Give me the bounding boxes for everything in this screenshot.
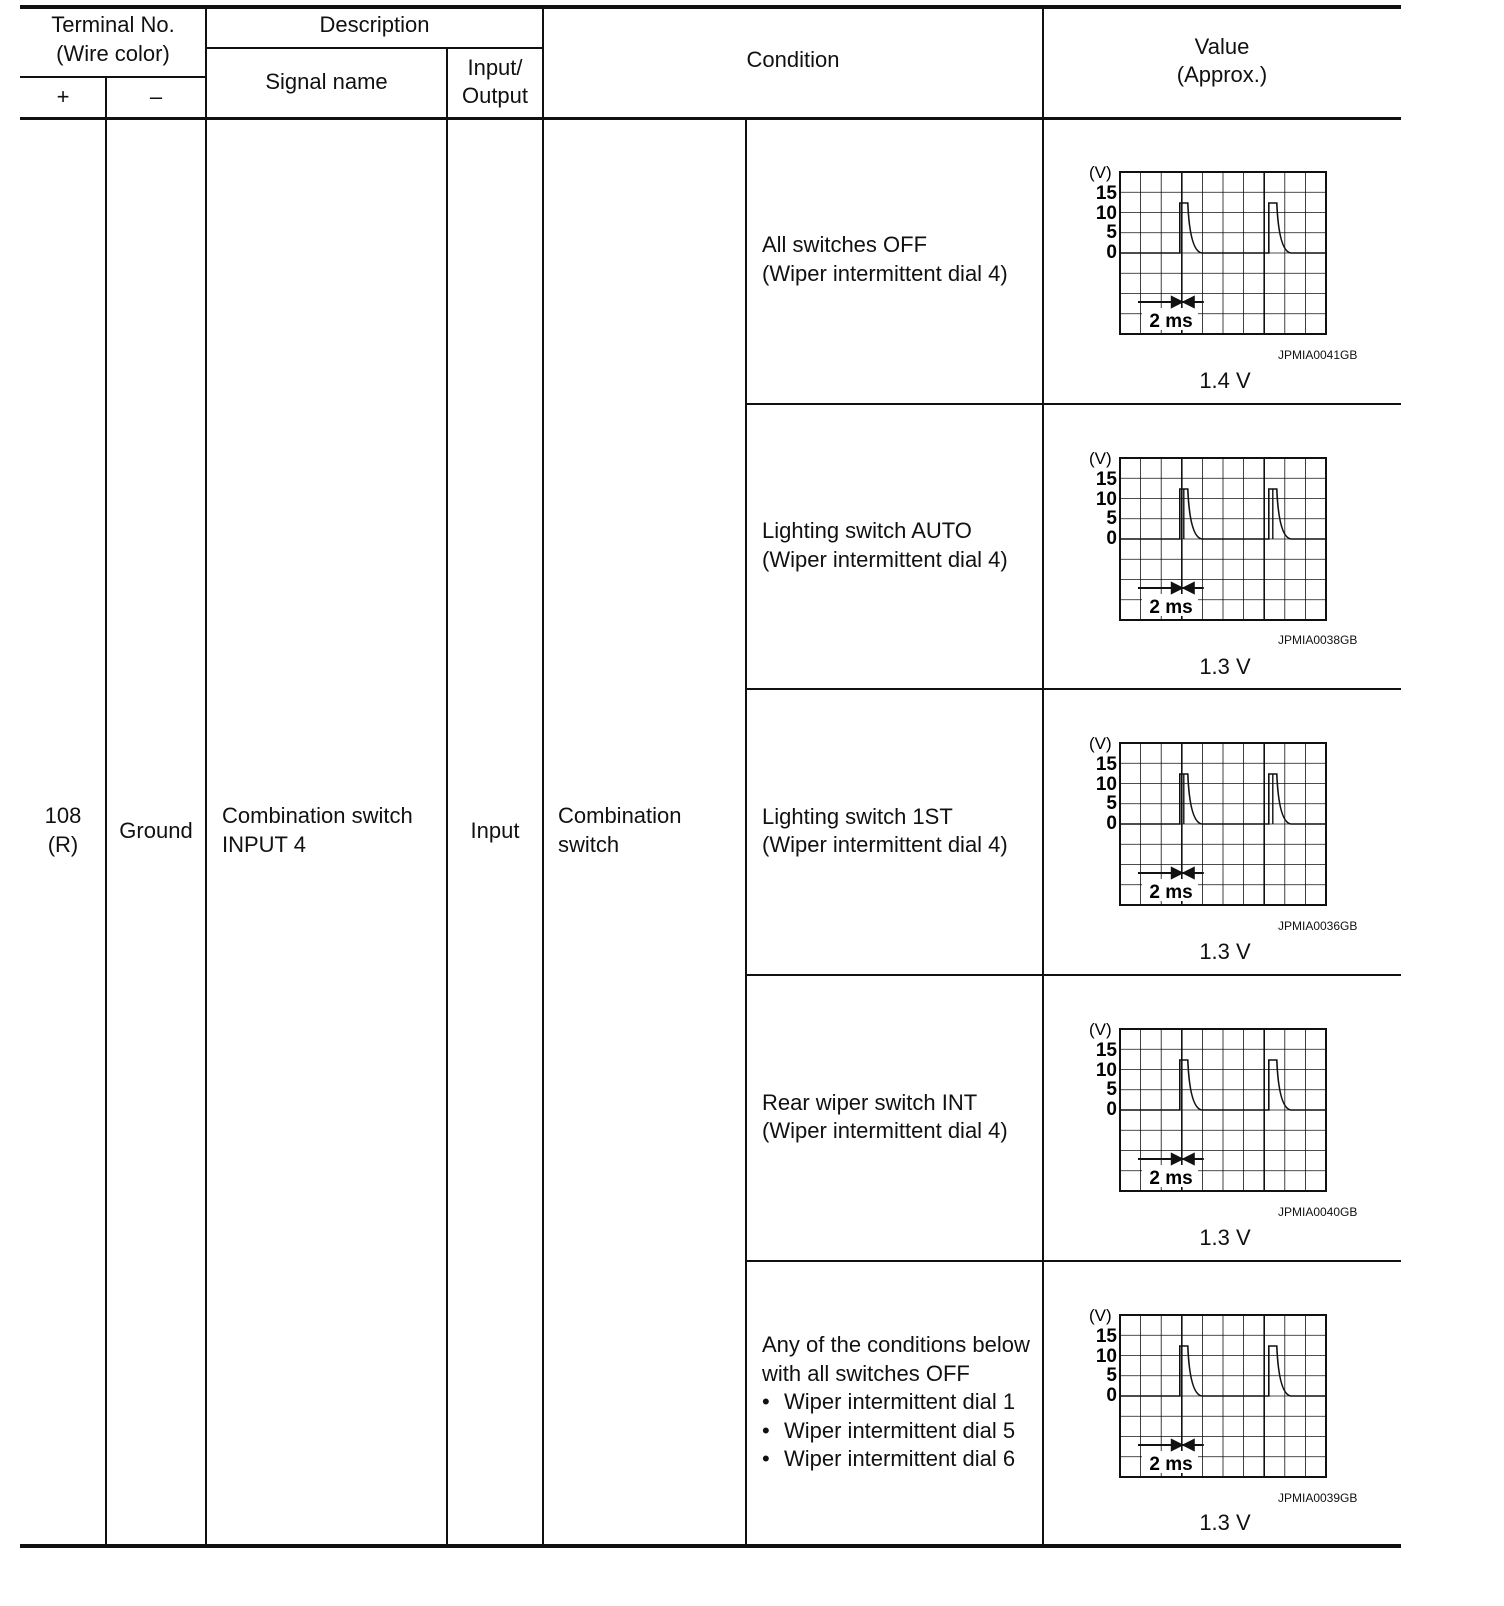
bullet-marker: • (762, 1446, 770, 1471)
condition-4-line1: Rear wiper switch INT (762, 1090, 978, 1115)
header-plus: + (56, 84, 70, 109)
col-divider-signal (446, 48, 448, 1545)
time-marker-arrows (1138, 868, 1204, 878)
value-1: 1.4 V (1199, 368, 1251, 393)
time-marker-arrows (1138, 583, 1204, 593)
condition-5-line1: Any of the conditions below (762, 1332, 1030, 1357)
y-tick-label: 15 (1095, 183, 1117, 204)
oscilloscope-waveform (1085, 731, 1345, 916)
figure-id: JPMIA0036GB (1278, 919, 1358, 933)
figure-id: JPMIA0038GB (1278, 633, 1358, 647)
waveform-trace (1184, 489, 1273, 539)
condition-2-line1: Lighting switch AUTO (762, 518, 972, 543)
condition-5-line2: with all switches OFF (762, 1361, 970, 1386)
y-tick-label: 5 (1106, 793, 1117, 814)
table-top-border (20, 5, 1401, 9)
y-tick-label: 10 (1095, 203, 1117, 224)
terminal-minus-ground: Ground (119, 818, 193, 843)
header-signal-name: Signal name (265, 69, 388, 94)
figure-id: JPMIA0041GB (1278, 348, 1358, 362)
time-scale-label: 2 ms (1149, 597, 1193, 618)
subrow-divider-4 (745, 1260, 1401, 1262)
header-io-line1: Input/ (467, 55, 523, 80)
value-3: 1.3 V (1199, 939, 1251, 964)
time-marker-arrows (1138, 1154, 1204, 1164)
y-unit-label: (V) (1089, 734, 1112, 753)
header-minus: – (149, 84, 163, 109)
y-tick-label: 15 (1095, 754, 1117, 775)
value-5: 1.3 V (1199, 1510, 1251, 1535)
header-value-line1: Value (1194, 34, 1250, 59)
time-scale-label: 2 ms (1149, 311, 1193, 332)
condition-3-line2: (Wiper intermittent dial 4) (762, 832, 1008, 857)
y-tick-label: 10 (1095, 1060, 1117, 1081)
condition-5-bullet-3: Wiper intermittent dial 6 (784, 1446, 1016, 1471)
condition-2-line2: (Wiper intermittent dial 4) (762, 547, 1008, 572)
condition-main-line2: switch (558, 832, 620, 857)
header-bottom-border (20, 117, 1401, 120)
y-unit-label: (V) (1089, 163, 1112, 182)
subrow-divider-1 (745, 403, 1401, 405)
time-scale-label: 2 ms (1149, 882, 1193, 903)
condition-1-line2: (Wiper intermittent dial 4) (762, 261, 1008, 286)
y-tick-label: 10 (1095, 1346, 1117, 1367)
oscilloscope-waveform (1085, 446, 1345, 631)
col-divider-condition-sub (745, 119, 747, 1545)
value-4: 1.3 V (1199, 1225, 1251, 1250)
y-tick-label: 0 (1106, 813, 1117, 834)
y-tick-label: 5 (1106, 508, 1117, 529)
header-value-line2: (Approx.) (1176, 62, 1268, 87)
value-2: 1.3 V (1199, 654, 1251, 679)
time-marker-arrows (1138, 1440, 1204, 1450)
y-tick-label: 0 (1106, 528, 1117, 549)
y-tick-label: 5 (1106, 222, 1117, 243)
oscilloscope-waveform (1085, 1017, 1345, 1202)
signal-name-line2: INPUT 4 (222, 832, 306, 857)
y-unit-label: (V) (1089, 449, 1112, 468)
col-divider-value (1042, 7, 1044, 1545)
col-divider-terminal (205, 7, 207, 1545)
terminal-plus-number: 108 (44, 803, 82, 828)
y-tick-label: 10 (1095, 489, 1117, 510)
y-tick-label: 15 (1095, 469, 1117, 490)
figure-id: JPMIA0040GB (1278, 1205, 1358, 1219)
y-tick-label: 0 (1106, 1099, 1117, 1120)
y-unit-label: (V) (1089, 1306, 1112, 1325)
waveform-trace (1184, 774, 1273, 824)
time-scale-label: 2 ms (1149, 1168, 1193, 1189)
header-description: Description (319, 12, 430, 37)
condition-1-line1: All switches OFF (762, 232, 928, 257)
table-bottom-border (20, 1544, 1401, 1548)
condition-3-line1: Lighting switch 1ST (762, 804, 953, 829)
subrow-divider-3 (745, 974, 1401, 976)
y-tick-label: 15 (1095, 1326, 1117, 1347)
bullet-marker: • (762, 1418, 770, 1443)
io-value: Input (470, 818, 520, 843)
header-divider-description (206, 47, 543, 49)
terminal-plus-wire-color: (R) (47, 832, 79, 857)
signal-name-line1: Combination switch (222, 803, 413, 828)
condition-4-line2: (Wiper intermittent dial 4) (762, 1118, 1008, 1143)
header-divider-terminal (20, 76, 206, 78)
oscilloscope-waveform (1085, 1303, 1345, 1488)
header-io-line2: Output (461, 83, 529, 108)
y-unit-label: (V) (1089, 1020, 1112, 1039)
y-tick-label: 5 (1106, 1365, 1117, 1386)
header-terminal-no: Terminal No. (51, 12, 175, 37)
header-condition: Condition (746, 47, 840, 72)
col-divider-io (542, 7, 544, 1545)
condition-5-bullet-1: Wiper intermittent dial 1 (784, 1389, 1016, 1414)
bullet-marker: • (762, 1389, 770, 1414)
y-tick-label: 15 (1095, 1040, 1117, 1061)
y-tick-label: 5 (1106, 1079, 1117, 1100)
y-tick-label: 0 (1106, 242, 1117, 263)
subrow-divider-2 (745, 688, 1401, 690)
y-tick-label: 0 (1106, 1385, 1117, 1406)
condition-main-line1: Combination (558, 803, 682, 828)
time-scale-label: 2 ms (1149, 1454, 1193, 1475)
header-wire-color: (Wire color) (56, 41, 170, 66)
time-marker-arrows (1138, 297, 1204, 307)
figure-id: JPMIA0039GB (1278, 1491, 1358, 1505)
condition-5-bullet-2: Wiper intermittent dial 5 (784, 1418, 1016, 1443)
oscilloscope-waveform (1085, 160, 1345, 345)
y-tick-label: 10 (1095, 774, 1117, 795)
